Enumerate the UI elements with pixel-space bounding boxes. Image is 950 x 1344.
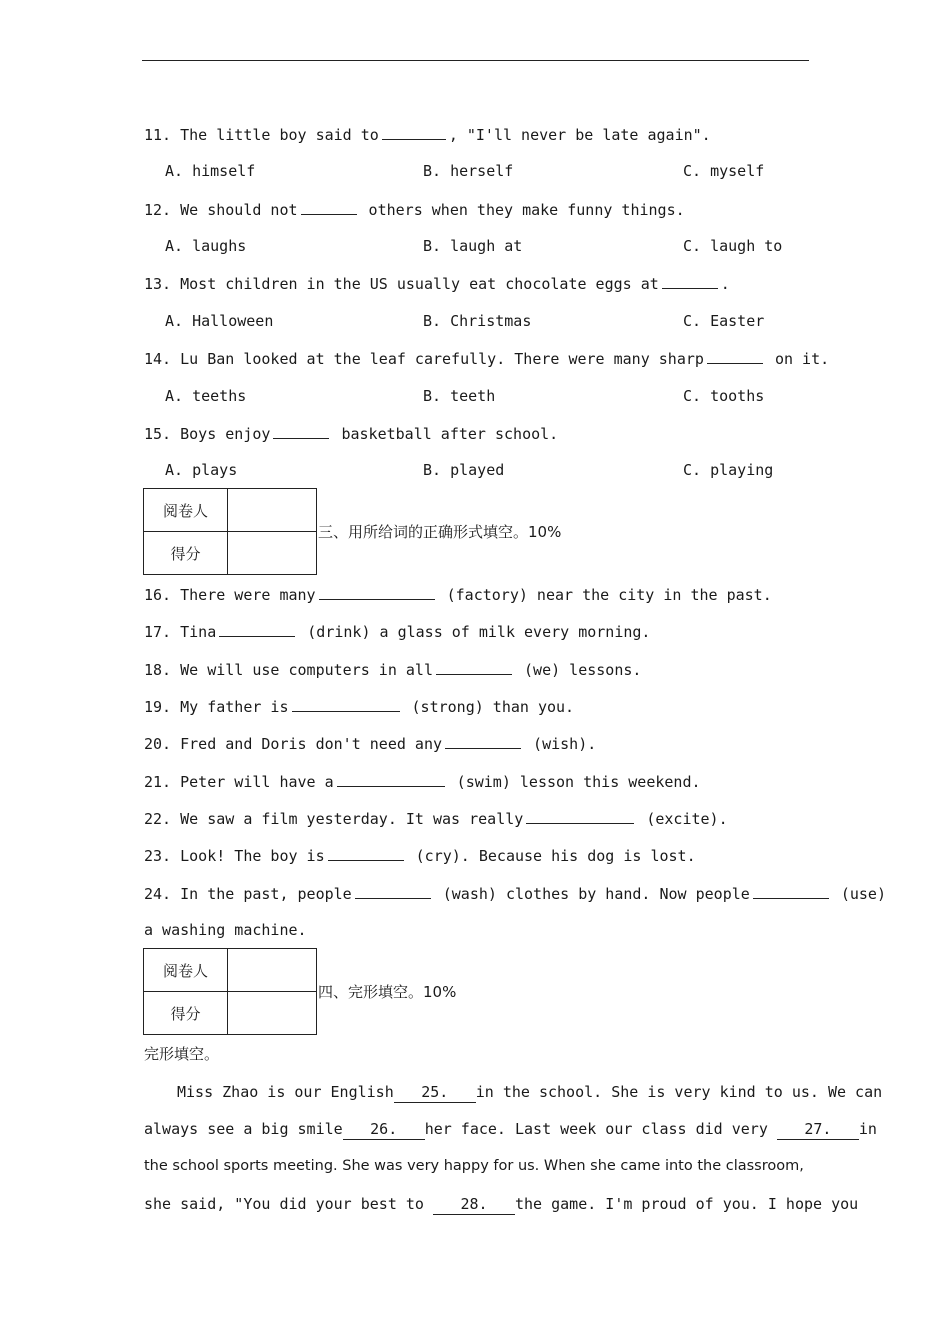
answer-blank[interactable] [273, 423, 329, 439]
option-b: B. Christmas [423, 312, 532, 330]
question-11: 11. The little boy said to , "I'll never be late again". [144, 126, 711, 144]
cloze-heading: 完形填空。 [144, 1045, 220, 1063]
reviewer-cell[interactable] [228, 949, 317, 992]
answer-blank[interactable] [292, 696, 400, 712]
reviewer-cell[interactable] [228, 489, 317, 532]
option-c: C. myself [683, 162, 765, 180]
answer-blank[interactable] [319, 584, 435, 600]
question-23: 23. Look! The boy is (cry). Because his dog is lost. [144, 847, 696, 865]
question-12: 12. We should not others when they make funny things. [144, 201, 685, 219]
question-22: 22. We saw a film yesterday. It was really (excite). [144, 810, 728, 828]
question-21: 21. Peter will have a (swim) lesson this weekend. [144, 773, 701, 791]
question-15: 15. Boys enjoy basketball after school. [144, 425, 559, 443]
option-b: B. played [423, 461, 505, 479]
answer-blank[interactable] [526, 808, 634, 824]
option-c: C. Easter [683, 312, 765, 330]
section-4-title: 四、完形填空。10% [318, 983, 457, 1001]
answer-blank[interactable] [328, 845, 404, 861]
cloze-line-4: she said, "You did your best to 28. the game. I'm proud of you. I hope you [144, 1195, 859, 1213]
option-a: A. laughs [165, 237, 247, 255]
option-b: B. teeth [423, 387, 496, 405]
question-20: 20. Fred and Doris don't need any (wish). [144, 735, 597, 753]
question-14: 14. Lu Ban looked at the leaf carefully. There were many sharp on it. [144, 350, 830, 368]
answer-blank[interactable] [219, 621, 295, 637]
score-cell[interactable] [228, 532, 317, 575]
score-box [143, 488, 317, 575]
question-13: 13. Most children in the US usually eat chocolate eggs at . [144, 275, 730, 293]
answer-blank[interactable] [301, 199, 357, 215]
score-cell[interactable] [228, 992, 317, 1035]
score-box [143, 948, 317, 1035]
cloze-blank-28[interactable]: 28. [433, 1194, 515, 1215]
cloze-line-2: always see a big smile 26. her face. Last week our class did very 27. in [144, 1120, 877, 1138]
option-a: A. Halloween [165, 312, 274, 330]
reviewer-label: 阅卷人 [144, 489, 228, 532]
question-19: 19. My father is (strong) than you. [144, 698, 575, 716]
reviewer-label: 阅卷人 [144, 949, 228, 992]
cloze-blank-25[interactable]: 25. [394, 1082, 476, 1103]
cloze-line-1: Miss Zhao is our English 25. in the school. She is very kind to us. We can [177, 1083, 883, 1101]
question-18: 18. We will use computers in all (we) lessons. [144, 661, 642, 679]
option-a: A. plays [165, 461, 238, 479]
section-3-title: 三、用所给词的正确形式填空。10% [318, 523, 562, 541]
answer-blank[interactable] [436, 659, 512, 675]
header-rule [142, 60, 809, 61]
option-b: B. laugh at [423, 237, 523, 255]
option-c: C. laugh to [683, 237, 783, 255]
question-17: 17. Tina (drink) a glass of milk every morning. [144, 623, 651, 641]
answer-blank[interactable] [753, 883, 829, 899]
answer-blank[interactable] [445, 733, 521, 749]
cloze-line-3: the school sports meeting. She was very happy for us. When she came into the classroom, [144, 1158, 804, 1174]
answer-blank[interactable] [662, 273, 718, 289]
option-c: C. playing [683, 461, 774, 479]
answer-blank[interactable] [355, 883, 431, 899]
score-label: 得分 [144, 532, 228, 575]
cloze-blank-26[interactable]: 26. [343, 1119, 425, 1140]
answer-blank[interactable] [337, 771, 445, 787]
question-16: 16. There were many (factory) near the city in the past. [144, 586, 772, 604]
question-24: 24. In the past, people (wash) clothes by hand. Now people (use) [144, 885, 886, 903]
option-a: A. teeths [165, 387, 247, 405]
answer-blank[interactable] [707, 348, 763, 364]
question-24-continued: a washing machine. [144, 921, 307, 939]
option-c: C. tooths [683, 387, 765, 405]
option-b: B. herself [423, 162, 514, 180]
cloze-blank-27[interactable]: 27. [777, 1119, 859, 1140]
score-label: 得分 [144, 992, 228, 1035]
option-a: A. himself [165, 162, 256, 180]
answer-blank[interactable] [382, 124, 446, 140]
